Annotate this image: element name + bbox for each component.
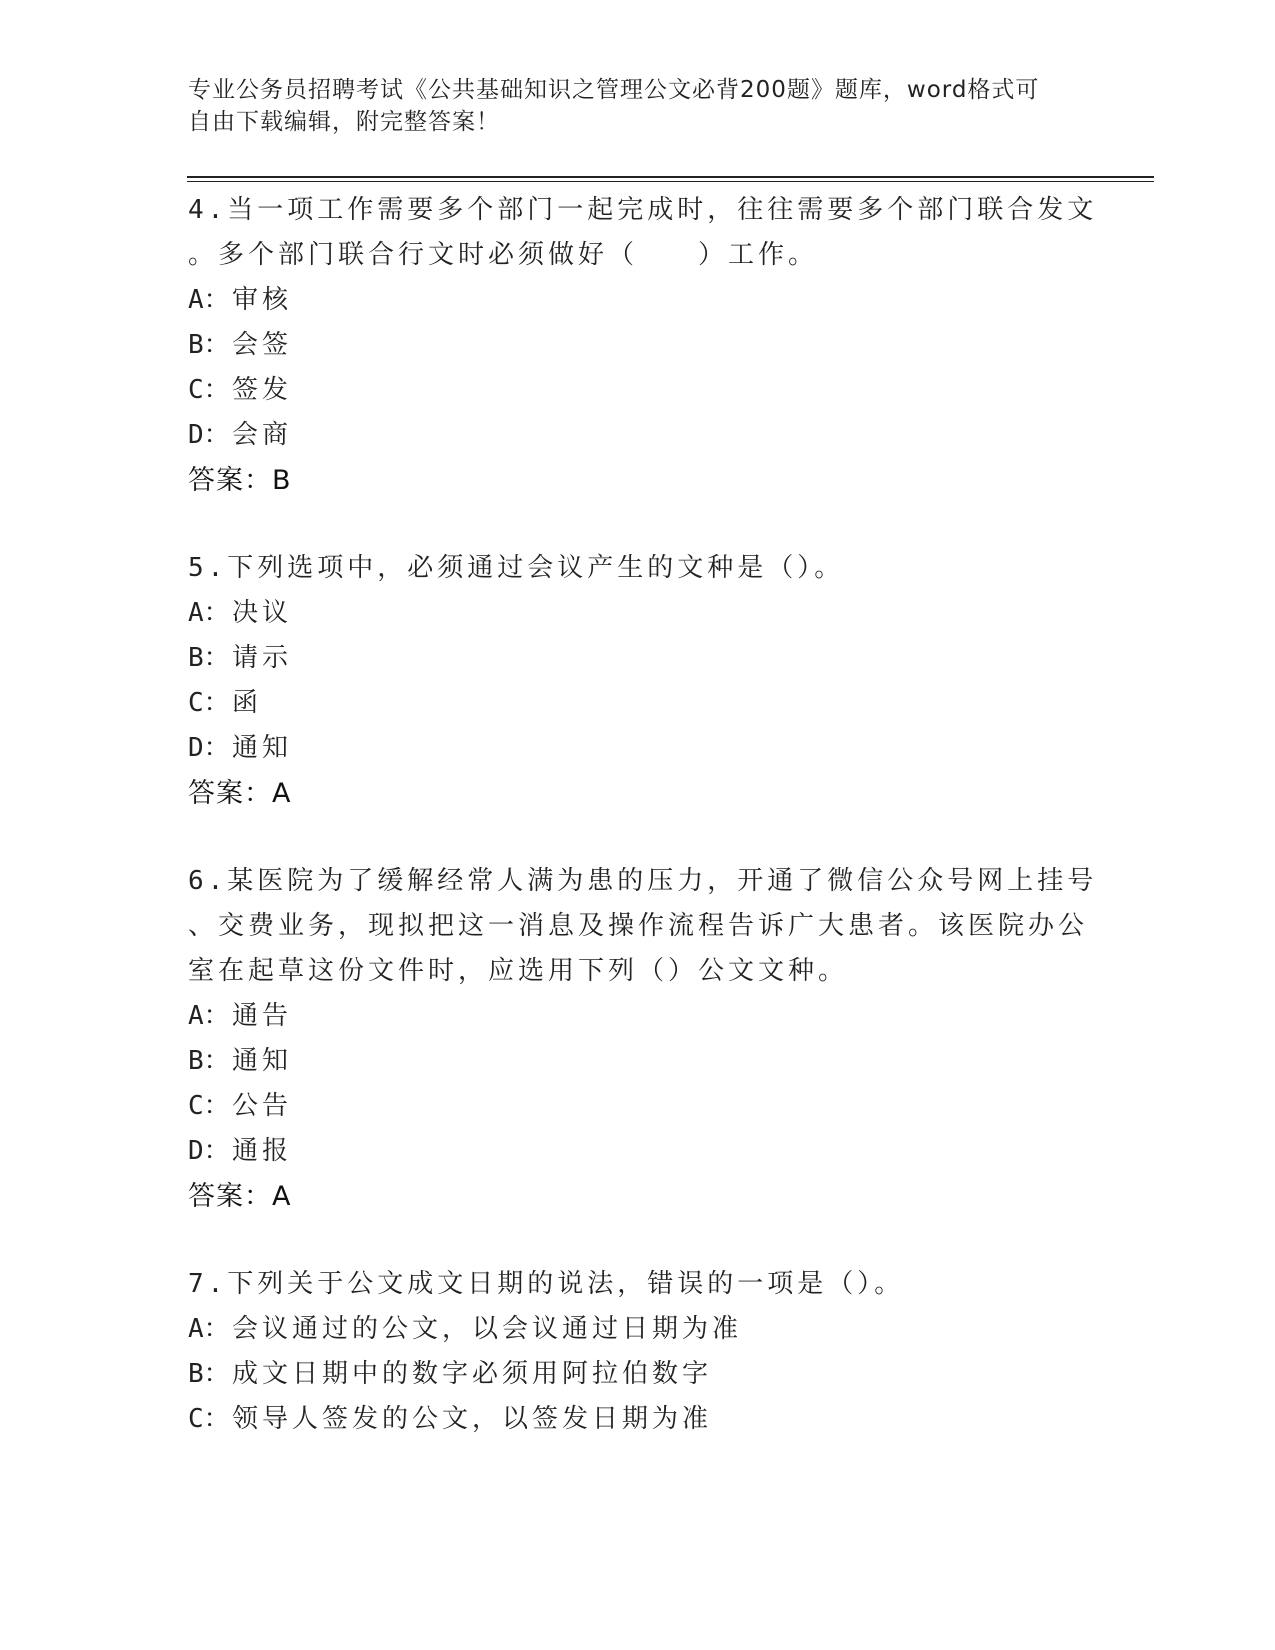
option-key: C： [188, 1404, 230, 1434]
option-text: 会商 [232, 420, 293, 450]
option-text: 会议通过的公文，以会议通过日期为准 [232, 1314, 743, 1344]
option-d [188, 1129, 1068, 1174]
option-text: 决议 [232, 598, 293, 628]
option-key: C： [188, 688, 230, 718]
option-key: B： [188, 1359, 230, 1389]
option-text: 领导人签发的公文，以签发日期为准 [232, 1404, 713, 1434]
option-key: C： [188, 375, 230, 405]
header-line-1: 专业公务员招聘考试《公共基础知识之管理公文必背200题》题库，word格式可 [188, 77, 1040, 103]
option-key: B： [188, 643, 230, 673]
answer-line: 答案：A [188, 778, 292, 809]
question-text [188, 1262, 1068, 1307]
header-divider-thin [187, 181, 1154, 182]
question-line: 、交费业务，现拟把这一消息及操作流程告诉广大患者。该医院办公 [188, 911, 1089, 941]
option-d [188, 413, 1068, 458]
question-5 [188, 546, 1068, 817]
option-key: D： [188, 1136, 230, 1166]
header-line-2: 自由下载编辑，附完整答案！ [188, 109, 500, 135]
option-text: 通报 [232, 1136, 293, 1166]
option-key: B： [188, 330, 230, 360]
question-4 [188, 188, 1098, 504]
option-text: 通知 [232, 1046, 293, 1076]
question-line: 6.某医院为了缓解经常人满为患的压力，开通了微信公众号网上挂号 [188, 866, 1098, 896]
option-key: A： [188, 1001, 230, 1031]
option-text: 成文日期中的数字必须用阿拉伯数字 [232, 1359, 713, 1389]
question-line: 5.下列选项中，必须通过会议产生的文种是（）。 [188, 553, 845, 583]
option-key: A： [188, 1314, 230, 1344]
option-b [188, 1352, 1068, 1397]
question-line: 。多个部门联合行文时必须做好（ ）工作。 [188, 240, 819, 270]
option-c [188, 368, 1068, 413]
option-text: 通知 [232, 733, 293, 763]
option-text: 审核 [232, 285, 293, 315]
answer-line: 答案：B [188, 465, 292, 496]
answer-line: 答案：A [188, 1181, 292, 1212]
question-list [188, 188, 1098, 1442]
option-d [188, 726, 1068, 771]
question-line: 4.当一项工作需要多个部门一起完成时，往往需要多个部门联合发文 [188, 195, 1098, 225]
option-key: B： [188, 1046, 230, 1076]
question-line: 室在起草这份文件时，应选用下列（）公文文种。 [188, 956, 849, 986]
option-b [188, 323, 1068, 368]
option-a [188, 994, 1068, 1039]
question-text [188, 546, 1068, 591]
option-c [188, 681, 1068, 726]
header-divider [187, 176, 1154, 178]
option-text: 公告 [232, 1091, 293, 1121]
question-7 [188, 1262, 1068, 1442]
option-c [188, 1084, 1068, 1129]
option-text: 请示 [232, 643, 293, 673]
question-text [188, 188, 1098, 278]
option-key: A： [188, 598, 230, 628]
option-text: 签发 [232, 375, 293, 405]
option-text: 通告 [232, 1001, 293, 1031]
option-b [188, 636, 1068, 681]
option-key: C： [188, 1091, 230, 1121]
question-line: 7.下列关于公文成文日期的说法，错误的一项是（）。 [188, 1269, 905, 1299]
option-b [188, 1039, 1068, 1084]
question-6 [188, 859, 1098, 1220]
option-key: D： [188, 733, 230, 763]
option-key: D： [188, 420, 230, 450]
document-header [188, 74, 1068, 138]
option-a [188, 278, 1068, 323]
option-a [188, 591, 1068, 636]
option-text: 会签 [232, 330, 293, 360]
option-text: 函 [232, 688, 263, 718]
option-a [188, 1307, 1068, 1352]
option-c [188, 1397, 1068, 1442]
option-key: A： [188, 285, 230, 315]
question-text [188, 859, 1098, 994]
